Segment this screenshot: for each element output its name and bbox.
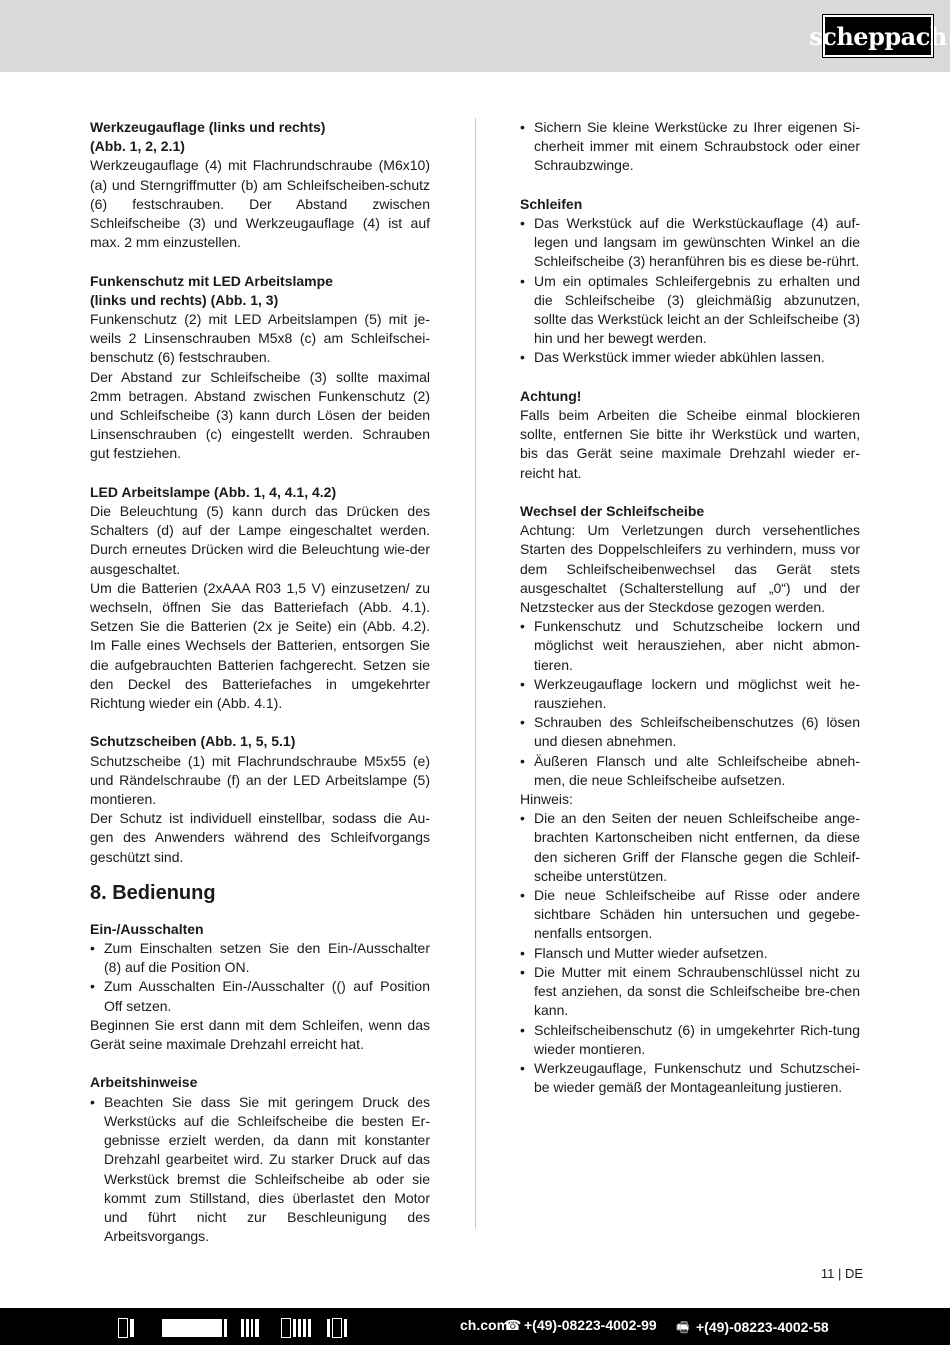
section-heading-ref: (links und rechts) (Abb. 1, 3) bbox=[90, 291, 279, 308]
column-divider bbox=[475, 118, 476, 1228]
list-item: • Das Werkstück immer wieder abkühlen lassen. bbox=[520, 348, 860, 367]
section-heading: Schleifen bbox=[520, 195, 583, 212]
right-column bbox=[520, 118, 860, 1097]
phone-icon: ☎ bbox=[504, 1317, 522, 1333]
list-item: • Um ein optimales Schleifergebnis zu erhalten und die Schleifscheibe (3) gleichmäßig abzunutzen, sollte das Werkstück leicht an der Schleifscheibe (3) hin und her bewegt werden. bbox=[520, 272, 860, 349]
section-funkenschutz bbox=[90, 272, 430, 464]
paragraph: Um die Batterien (2xAAA R03 1,5 V) einzusetzen/ zu wechseln, öffnen Sie das Batteriefach (Abb. 4.1). Setzen Sie die Batterien (2x je Seite) ein (Abb. 4.2). Im Falle eines Wechsels der Batterien, entsorgen Sie die aufgebrauchten Batterien fachgerecht. Setzen sie den Deckel des Batteriefaches in umgekehrter Richtung wieder ein (Abb. 4.1). bbox=[90, 579, 430, 712]
list-item: • Zum Einschalten setzen Sie den Ein-/Ausschalter (8) auf die Position ON. bbox=[90, 939, 430, 977]
list-item: • Sichern Sie kleine Werkstücke zu Ihrer eigenen Si-cherheit immer mit einem Schraubstock oder einer Schraubzwinge. bbox=[520, 118, 860, 176]
list-item: • Funkenschutz und Schutzscheibe lockern und möglichst weit herausziehen, aber nicht abmon-tieren. bbox=[520, 617, 860, 675]
paragraph: Achtung: Um Verletzungen durch versehentliches Starten des Doppelschleifers zu verhindern, muss vor dem Schleifscheibenwechsel das Gerät stets ausgeschaltet (Schalterstellung auf „0“) und der Netzstecker aus der Steckdose gezogen werden. bbox=[520, 522, 860, 616]
section-arbeitshinweise bbox=[90, 1073, 430, 1246]
bullet-list bbox=[520, 809, 860, 1097]
list-item: • Die an den Seiten der neuen Schleifscheibe ange-brachten Kartonscheiben nicht entfernen, da diese den sicheren Griff der Flansche gegen die Schleif-scheibe unterstützen. bbox=[520, 809, 860, 886]
brand-logo: scheppach bbox=[823, 15, 933, 57]
footer-garbled-text bbox=[118, 1318, 490, 1338]
header-band bbox=[0, 0, 950, 72]
page-number: 11 | DE bbox=[820, 1266, 863, 1281]
left-column bbox=[90, 118, 430, 1246]
section-schutzscheiben bbox=[90, 732, 430, 866]
paragraph: Funkenschutz (2) mit LED Arbeitslampen (5) mit je-weils 2 Linsenschrauben M5x8 (c) am Schleifschei-benschutz (6) festschrauben. bbox=[90, 311, 430, 366]
footer-bar bbox=[0, 1308, 950, 1345]
bullet-list bbox=[520, 214, 860, 368]
section-heading: Achtung! bbox=[520, 387, 582, 404]
list-item: • Flansch und Mutter wieder aufsetzen. bbox=[520, 944, 860, 963]
list-item: • Schrauben des Schleifscheibenschutzes (6) lösen und diesen abnehmen. bbox=[520, 713, 860, 751]
paragraph: Die Beleuchtung (5) kann durch das Drücken des Schalters (d) auf der Lampe eingeschaltet werden. Durch erneutes Drücken wird die Beleuchtung wie-der ausgeschaltet. bbox=[90, 503, 430, 577]
section-heading: LED Arbeitslampe (Abb. 1, 4, 4.1, 4.2) bbox=[90, 483, 337, 500]
section-ein-ausschalten bbox=[90, 920, 430, 1054]
list-item: • Die neue Schleifscheibe auf Risse oder andere sichtbare Schäden hin untersuchen und gegebe-nenfalls entsorgen. bbox=[520, 886, 860, 944]
list-item: • Die Mutter mit einem Schraubenschlüssel nicht zu fest anziehen, da sonst die Schleifscheibe bre-chen kann. bbox=[520, 963, 860, 1021]
section-led-arbeitslampe bbox=[90, 483, 430, 713]
list-item: • Das Werkstück auf die Werkstückauflage (4) auf-legen und langsam im gewünschten Winkel an die Schleifscheibe (3) heranführen bis es diese be-rührt. bbox=[520, 214, 860, 272]
bullet-list bbox=[520, 617, 860, 790]
section-intro bbox=[520, 118, 860, 176]
paragraph: Werkzeugauflage (4) mit Flachrundschraube (M6x10) (a) und Sterngriffmutter (b) am Schleifscheiben-schutz (6) festschrauben. Der Abstand zwischen Schleifscheibe (3) und Werkzeugauflage (4) ist auf max. 2 mm einzustellen. bbox=[90, 157, 430, 251]
chapter-title: 8. Bedienung bbox=[90, 881, 216, 904]
section-heading: Funkenschutz mit LED Arbeitslampe bbox=[90, 272, 333, 289]
list-item: • Äußeren Flansch und alte Schleifscheibe abneh-men, die neue Schleifscheibe aufsetzen. bbox=[520, 752, 860, 790]
hinweis-label: Hinweis: bbox=[520, 791, 573, 808]
phone-number: +(49)-08223-4002-99 bbox=[524, 1317, 657, 1333]
footer-fax bbox=[676, 1317, 829, 1341]
paragraph: Der Schutz ist individuell einstellbar, sodass die Au-gen des Anwenders während des Schleifvorgangs geschützt sind. bbox=[90, 810, 430, 865]
list-item: • Werkzeugauflage, Funkenschutz und Schutzschei-be wieder gemäß der Montageanleitung justieren. bbox=[520, 1059, 860, 1097]
fax-icon: 🖷 bbox=[676, 1319, 690, 1335]
list-item: • Werkzeugauflage lockern und möglichst weit he-rausziehen. bbox=[520, 675, 860, 713]
list-item: • Beachten Sie dass Sie mit geringem Druck des Werkstücks auf die Schleifscheibe die besten Er-gebnisse erzielt werden, da dann mit konstanter Drehzahl gearbeitet wird. Zu starker Druck auf das Werkstück bremst die Schleifscheibe ab oder sie kommt zum Stillstand, dies überlastet den Motor und führt nicht zur Beschleunigung des Arbeitsvorgangs. bbox=[90, 1093, 430, 1247]
section-wechsel bbox=[520, 502, 860, 1097]
footer-phone bbox=[504, 1317, 657, 1334]
section-werkzeugauflage bbox=[90, 118, 430, 252]
section-achtung bbox=[520, 387, 860, 483]
section-heading-ref: (Abb. 1, 2, 2.1) bbox=[90, 138, 185, 155]
bullet-list bbox=[90, 939, 430, 1016]
section-heading: Ein-/Ausschalten bbox=[90, 920, 204, 937]
list-item: • Zum Ausschalten Ein-/Ausschalter (() auf Position Off setzen. bbox=[90, 977, 430, 1015]
bullet-list bbox=[90, 1093, 430, 1247]
fax-number: +(49)-08223-4002-58 bbox=[696, 1319, 829, 1335]
paragraph: Beginnen Sie erst dann mit dem Schleifen, wenn das Gerät seine maximale Drehzahl erreicht hat. bbox=[90, 1016, 430, 1053]
bullet-list bbox=[520, 118, 860, 176]
section-schleifen bbox=[520, 195, 860, 368]
paragraph: Der Abstand zur Schleifscheibe (3) sollte maximal 2mm betragen. Abstand zwischen Funkenschutz (2) und Schleifscheibe (3) kann durch Lösen der beiden Linsenschrauben (c) eingestellt werden. Schrauben gut festziehen. bbox=[90, 368, 430, 462]
section-heading: Arbeitshinweise bbox=[90, 1074, 198, 1091]
section-heading: Schutzscheiben (Abb. 1, 5, 5.1) bbox=[90, 733, 296, 750]
paragraph: Schutzscheibe (1) mit Flachrundschraube M5x55 (e) und Rändelschraube (f) an der LED Arbeitslampe (5) montieren. bbox=[90, 752, 430, 808]
paragraph: Falls beim Arbeiten die Scheibe einmal blockieren sollte, entfernen Sie bitte ihr Werkstück und warten, bis das Gerät seine maximale Drehzahl wieder er-reicht hat. bbox=[520, 407, 860, 481]
section-heading: Wechsel der Schleifscheibe bbox=[520, 503, 705, 520]
footer-website: ch.com bbox=[460, 1317, 510, 1333]
list-item: • Schleifscheibenschutz (6) in umgekehrter Rich-tung wieder montieren. bbox=[520, 1021, 860, 1059]
section-heading: Werkzeugauflage (links und rechts) bbox=[90, 119, 326, 135]
